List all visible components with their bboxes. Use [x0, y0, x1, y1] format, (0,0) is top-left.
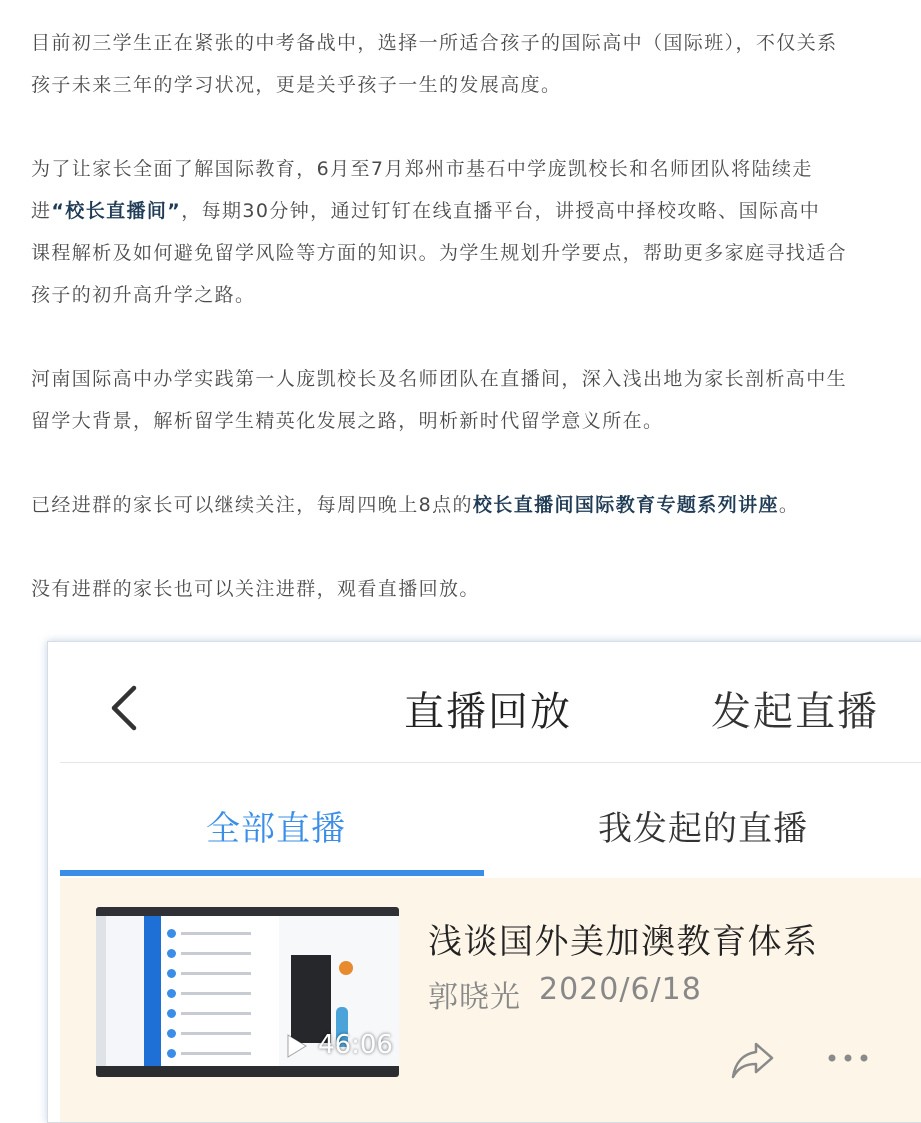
article-text: 已经进群的家长可以继续关注，每周四晚上8点的 [31, 494, 473, 516]
article-body [31, 22, 921, 610]
video-thumbnail[interactable] [96, 907, 399, 1077]
lecture-series-emphasis: 校长直播间国际教育专题系列讲座 [472, 494, 779, 516]
article-text: ，每期30分钟，通过钉钉在线直播平台，讲授高中择校攻略、国际高中 [181, 200, 821, 222]
nav-bar [48, 642, 921, 762]
active-tab-indicator [60, 870, 484, 876]
article-paragraph-3-line-1: 河南国际高中办学实践第一人庞凯校长及名师团队在直播间，深入浅出地为家长剖析高中生 [31, 368, 848, 390]
article-paragraph-2-line-3: 课程解析及如何避免留学风险等方面的知识。为学生规划升学要点，帮助更多家庭寻找适合 [31, 242, 848, 264]
tab-all-live[interactable]: 全部直播 [206, 809, 346, 849]
live-replay-screenshot [47, 641, 921, 1123]
video-duration: 46:06 [318, 1030, 393, 1060]
article-paragraph-1-line-2: 孩子未来三年的学习状况，更是关乎孩子一生的发展高度。 [31, 74, 562, 96]
article-paragraph-1-line-1: 目前初三学生正在紧张的中考备战中，选择一所适合孩子的国际高中（国际班），不仅关系 [31, 32, 838, 54]
presenter-name: 郭晓光 [428, 980, 521, 1015]
article-text: 。 [778, 494, 800, 516]
more-icon[interactable] [826, 1050, 870, 1066]
article-text: 进 [31, 200, 52, 222]
play-icon[interactable] [286, 1033, 308, 1059]
tab-bar [60, 763, 921, 877]
article-paragraph-4 [31, 484, 921, 526]
article-paragraph-3-line-2: 留学大背景，解析留学生精英化发展之路，明析新时代留学意义所在。 [31, 410, 664, 432]
article-paragraph-2-line-2 [31, 190, 921, 232]
live-replay-item[interactable] [60, 878, 921, 1122]
live-date: 2020/6/18 [539, 972, 702, 1007]
article-paragraph-2-line-4: 孩子的初升高升学之路。 [31, 284, 256, 306]
live-title[interactable]: 浅谈国外美加澳教育体系 [428, 922, 819, 962]
page-title: 直播回放 [404, 689, 572, 735]
principal-live-room-emphasis: “校长直播间” [51, 200, 182, 222]
tab-my-live[interactable]: 我发起的直播 [598, 809, 808, 849]
chevron-left-icon[interactable] [106, 682, 142, 734]
article-paragraph-2-line-1: 为了让家长全面了解国际教育，6月至7月郑州市基石中学庞凯校长和名师团队将陆续走 [31, 158, 813, 180]
start-live-button[interactable]: 发起直播 [711, 689, 879, 735]
article-paragraph-5: 没有进群的家长也可以关注进群，观看直播回放。 [31, 578, 480, 600]
share-icon[interactable] [730, 1040, 776, 1080]
